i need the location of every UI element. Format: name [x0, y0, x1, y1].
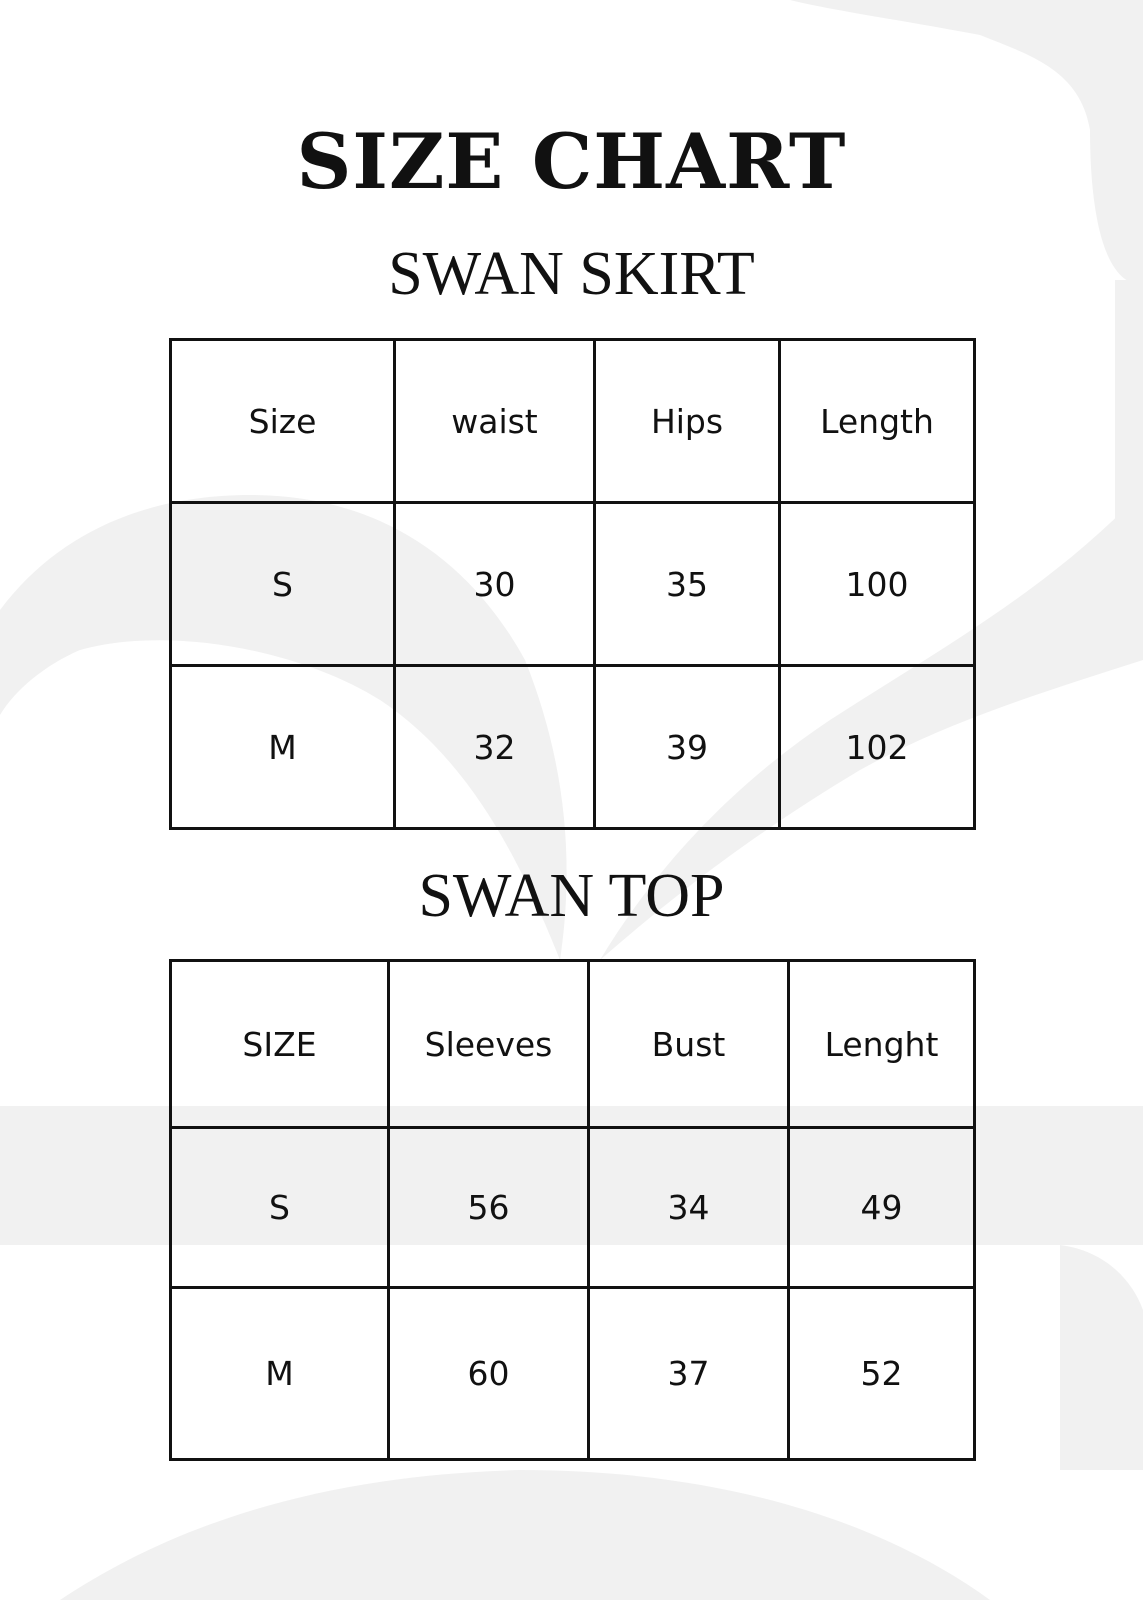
top-section-title: SWAN TOP [418, 862, 725, 930]
table-header-row [171, 961, 975, 1128]
table-cell: 34 [589, 1128, 789, 1288]
table-header-row [171, 340, 975, 503]
header-cell: Lenght [789, 961, 975, 1128]
top-size-table [169, 959, 976, 1461]
table-cell: 30 [395, 503, 595, 666]
table-row [171, 666, 975, 829]
table-cell: 35 [595, 503, 780, 666]
table-cell: M [171, 1288, 389, 1460]
table-row [171, 1128, 975, 1288]
skirt-section-title: SWAN SKIRT [388, 240, 755, 308]
header-cell: SIZE [171, 961, 389, 1128]
table-cell: 39 [595, 666, 780, 829]
table-cell: 32 [395, 666, 595, 829]
table-cell: 100 [780, 503, 975, 666]
table-cell: 60 [389, 1288, 589, 1460]
table-cell: 56 [389, 1128, 589, 1288]
skirt-size-table [169, 338, 976, 830]
table-cell: S [171, 1128, 389, 1288]
table-row [171, 1288, 975, 1460]
header-cell: waist [395, 340, 595, 503]
table-cell: 49 [789, 1128, 975, 1288]
table-cell: 37 [589, 1288, 789, 1460]
table-cell: S [171, 503, 395, 666]
table-cell: 52 [789, 1288, 975, 1460]
header-cell: Length [780, 340, 975, 503]
table-cell: 102 [780, 666, 975, 829]
table-cell: M [171, 666, 395, 829]
header-cell: Sleeves [389, 961, 589, 1128]
header-cell: Size [171, 340, 395, 503]
table-row [171, 503, 975, 666]
page-title: SIZE CHART [296, 117, 847, 206]
header-cell: Bust [589, 961, 789, 1128]
header-cell: Hips [595, 340, 780, 503]
